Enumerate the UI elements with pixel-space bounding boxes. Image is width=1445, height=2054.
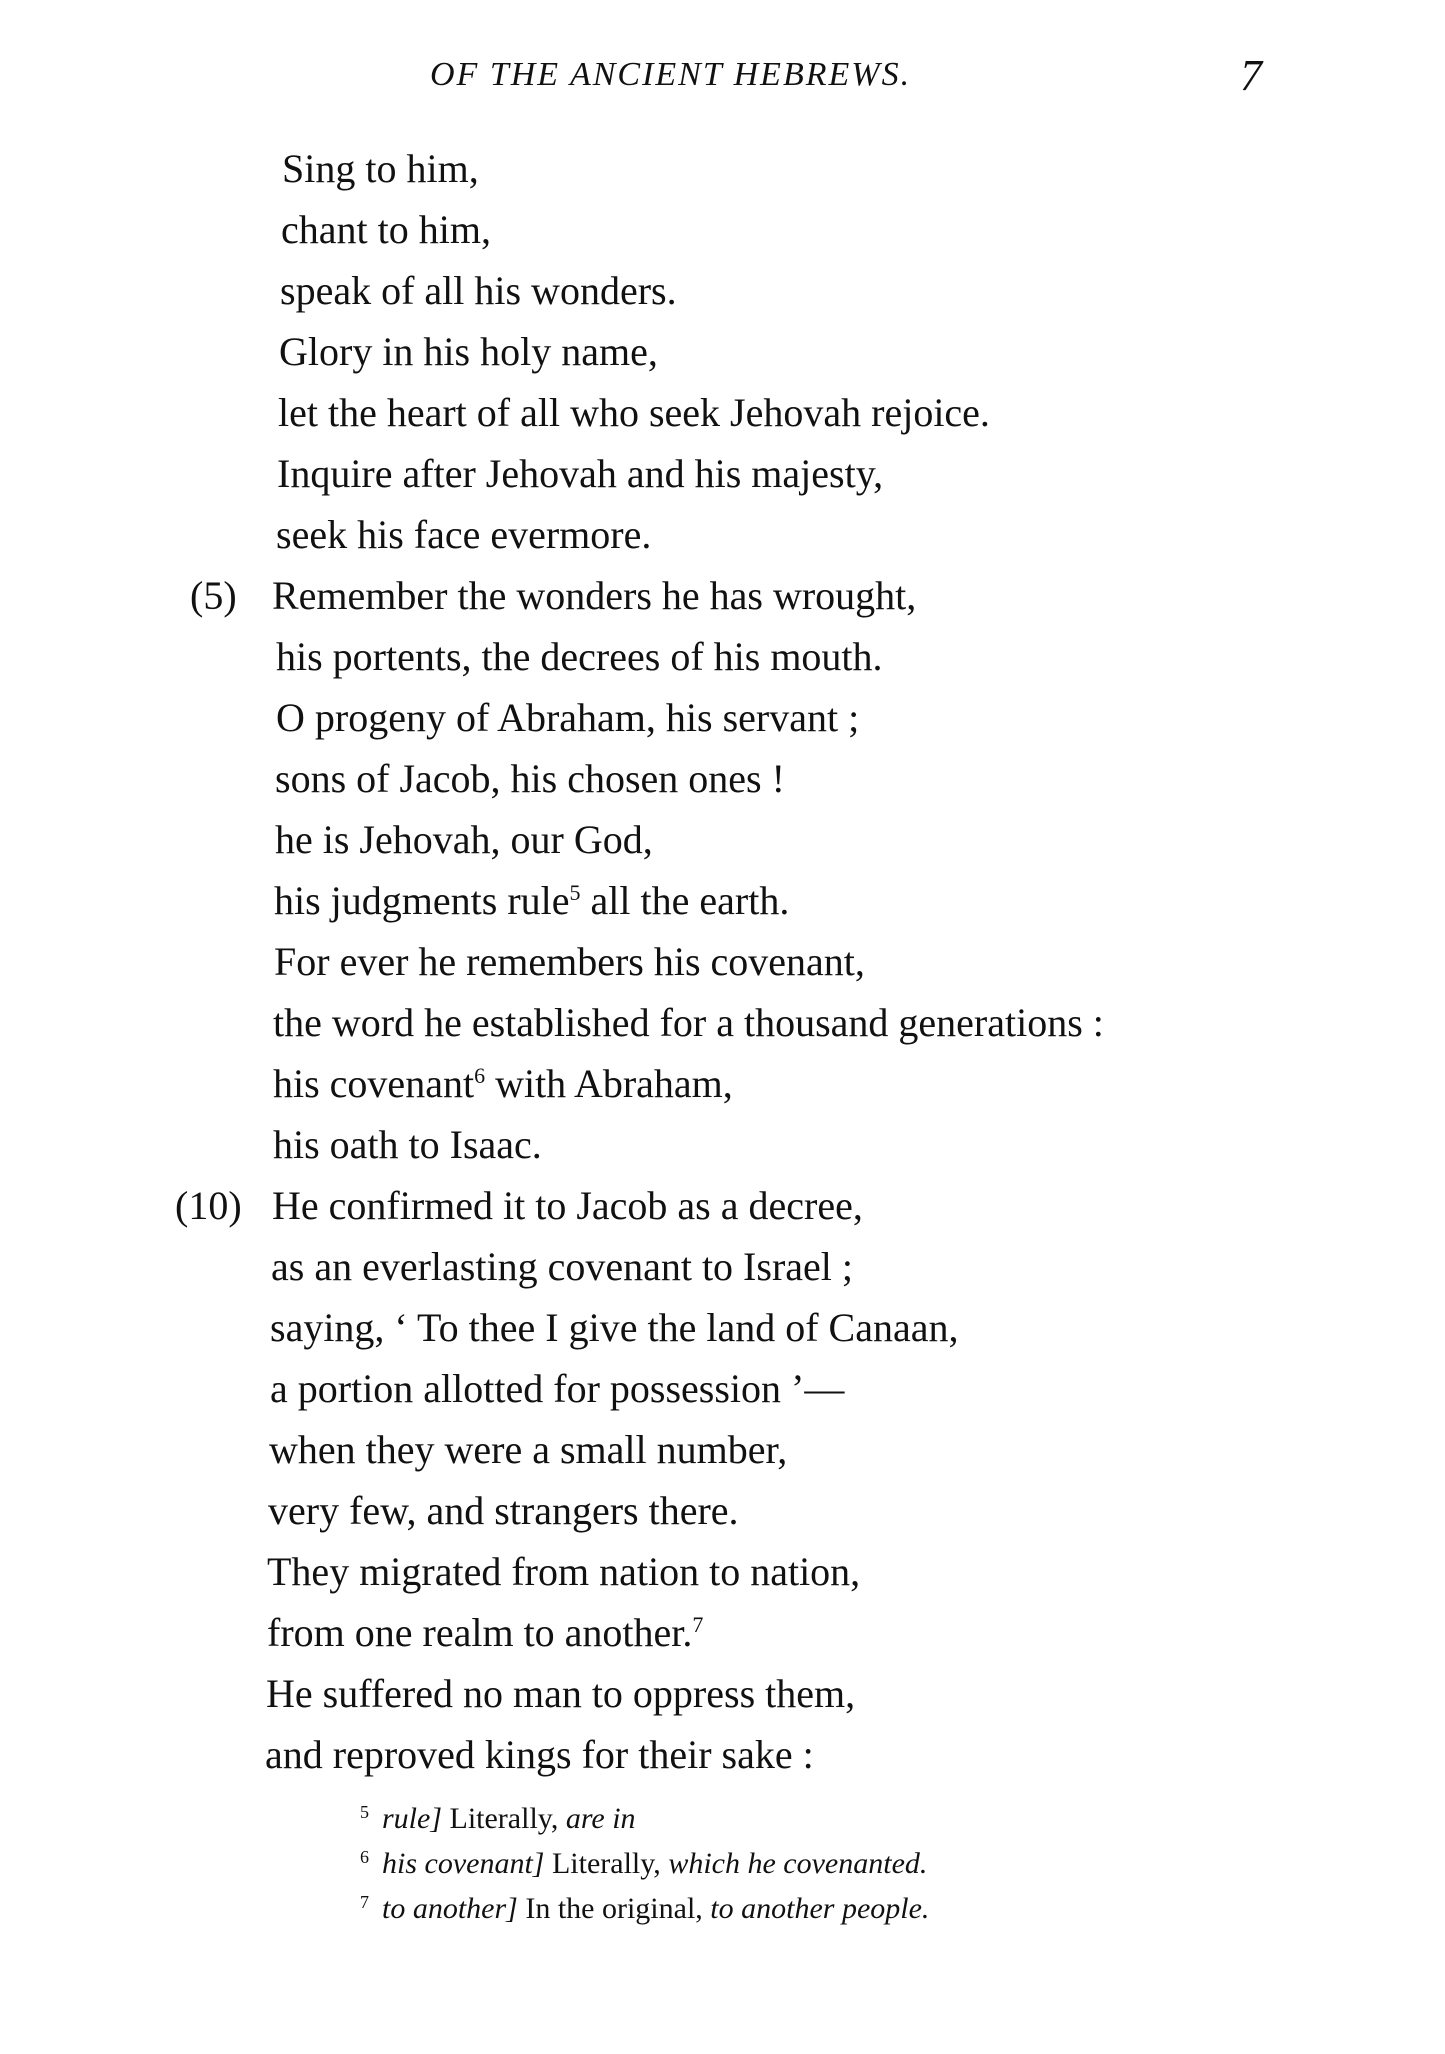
verse-line: [0, 748, 1445, 809]
verse-line: [0, 809, 1445, 870]
footnote-mark: 6: [360, 1847, 369, 1867]
footnote-mark: 5: [360, 1802, 369, 1822]
verse-line: [0, 870, 1445, 931]
footnote-gloss: to another people.: [710, 1892, 930, 1925]
verse-line-text: O progeny of Abraham, his servant ;: [276, 695, 860, 740]
verse-text: [0, 138, 1445, 1785]
verse-line-text: He confirmed it to Jacob as a decree,: [272, 1183, 863, 1228]
verse-line: [0, 1602, 1445, 1663]
verse-line-text: [274, 870, 789, 931]
verse-line: [0, 260, 1445, 321]
verse-line-text-before-note: his covenant: [273, 1061, 475, 1106]
footnote-reference[interactable]: 6: [474, 1063, 486, 1088]
verse-line-text: speak of all his wonders.: [280, 268, 677, 313]
verse-line-text: Sing to him,: [282, 146, 479, 191]
verse-line: [0, 1663, 1445, 1724]
footnote: [0, 1886, 1445, 1931]
verse-line-text-after-note: all the earth.: [580, 878, 790, 923]
verse-line: [0, 626, 1445, 687]
verse-line-text: the word he established for a thousand generations :: [273, 1000, 1104, 1045]
verse-line-text: saying, ‘ To thee I give the land of Canaan,: [270, 1305, 959, 1350]
verse-line-text: he is Jehovah, our God,: [275, 817, 653, 862]
verse-line: [0, 1358, 1445, 1419]
page-number: 7: [1240, 51, 1262, 100]
footnote-body: [382, 1796, 636, 1841]
verse-line: [0, 382, 1445, 443]
verse-line: [0, 1053, 1445, 1114]
footnote-lemma: to another]: [382, 1892, 518, 1925]
verse-line-text: sons of Jacob, his chosen ones !: [275, 756, 785, 801]
verse-line-text: as an everlasting covenant to Israel ;: [271, 1244, 853, 1289]
verse-line: [0, 504, 1445, 565]
footnote: [0, 1841, 1445, 1886]
verse-line-text: chant to him,: [281, 207, 491, 252]
verse-line-text: Glory in his holy name,: [279, 329, 658, 374]
footnote-label: Literally,: [442, 1802, 566, 1835]
verse-line-text: They migrated from nation to nation,: [267, 1549, 861, 1594]
verse-line: [0, 565, 1445, 626]
verse-line-text-before-note: his judgments rule: [274, 878, 570, 923]
verse-number: (10): [175, 1183, 242, 1228]
footnote-gloss: are in: [565, 1802, 636, 1835]
verse-line-text: very few, and strangers there.: [268, 1488, 739, 1533]
verse-line-text-before-note: from one realm to another.: [267, 1610, 693, 1655]
verse-line-text: [267, 1602, 703, 1663]
footnote-body: [382, 1886, 929, 1931]
footnote-gloss: which he covenanted.: [668, 1847, 928, 1880]
verse-line: [0, 1480, 1445, 1541]
verse-line-text: seek his face evermore.: [276, 512, 652, 557]
footnote-body: [382, 1841, 927, 1886]
verse-line: [0, 1724, 1445, 1785]
verse-line: [0, 321, 1445, 382]
footnote-label: In the original,: [517, 1892, 711, 1925]
footnote-reference[interactable]: 5: [569, 880, 581, 905]
verse-line-text: when they were a small number,: [269, 1427, 788, 1472]
verse-line-text: [273, 1053, 733, 1114]
verse-line: [0, 1297, 1445, 1358]
verse-line-text: He suffered no man to oppress them,: [266, 1671, 856, 1716]
footnotes: [0, 1796, 1445, 1931]
verse-line-text: his oath to Isaac.: [273, 1122, 542, 1167]
verse-line: [0, 1236, 1445, 1297]
verse-line: [0, 199, 1445, 260]
verse-line-text: Remember the wonders he has wrought,: [272, 573, 917, 618]
verse-number: (5): [190, 573, 237, 618]
running-head: OF THE ANCIENT HEBREWS.: [430, 56, 912, 93]
verse-line-text: let the heart of all who seek Jehovah rejoice.: [278, 390, 990, 435]
footnote-label: Literally,: [544, 1847, 669, 1880]
footnote-reference[interactable]: 7: [692, 1612, 704, 1637]
footnote-lemma: his covenant]: [382, 1847, 545, 1880]
verse-line-text: and reproved kings for their sake :: [265, 1732, 814, 1777]
verse-line-text: For ever he remembers his covenant,: [274, 939, 865, 984]
verse-line-text: Inquire after Jehovah and his majesty,: [277, 451, 884, 496]
footnote: [0, 1796, 1445, 1841]
verse-line: [0, 1114, 1445, 1175]
verse-line: [0, 1419, 1445, 1480]
verse-line: [0, 1541, 1445, 1602]
verse-line-text: his portents, the decrees of his mouth.: [276, 634, 883, 679]
verse-line-text: a portion allotted for possession ’—: [270, 1366, 845, 1411]
verse-line: [0, 931, 1445, 992]
verse-line-text-after-note: with Abraham,: [485, 1061, 733, 1106]
verse-line: [0, 138, 1445, 199]
verse-line: [0, 687, 1445, 748]
footnote-lemma: rule]: [382, 1802, 442, 1835]
verse-line: [0, 443, 1445, 504]
footnote-mark: 7: [360, 1892, 369, 1912]
verse-line: [0, 1175, 1445, 1236]
verse-line: [0, 992, 1445, 1053]
